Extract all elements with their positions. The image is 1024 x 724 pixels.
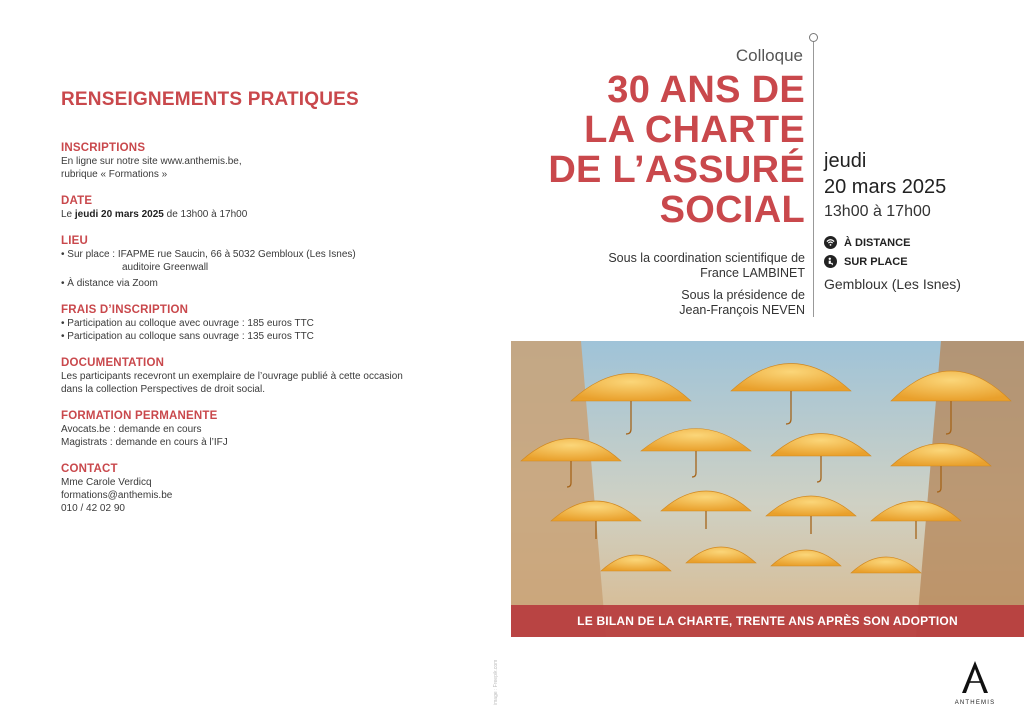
frais-line: • Participation au colloque avec ouvrage : 185 euros TTC: [61, 318, 314, 329]
coordination-label: Sous la coordination scientifique de: [608, 251, 805, 265]
section-contact: [61, 462, 481, 515]
inscriptions-line: En ligne sur notre site www.anthemis.be,: [61, 156, 242, 167]
colloque-label: Colloque: [735, 46, 803, 65]
section-inscriptions: [61, 141, 481, 181]
section-documentation: [61, 356, 481, 396]
mode-onsite-label: SUR PLACE: [844, 255, 908, 268]
inscriptions-heading: INSCRIPTIONS: [61, 142, 146, 154]
contact-heading: CONTACT: [61, 463, 118, 475]
inscriptions-line: rubrique « Formations »: [61, 169, 168, 180]
presidence-name: Jean-François NEVEN: [679, 303, 805, 317]
presidence-label: Sous la présidence de: [681, 288, 805, 302]
formation-heading: FORMATION PERMANENTE: [61, 410, 218, 422]
lieu-remote: • À distance via Zoom: [61, 278, 158, 289]
contact-name: Mme Carole Verdicq: [61, 477, 152, 488]
documentation-heading: DOCUMENTATION: [61, 357, 165, 369]
event-title-line: SOCIAL: [659, 189, 805, 231]
event-day: jeudi: [824, 150, 867, 172]
coordination-name: France LAMBINET: [700, 266, 805, 280]
event-title-line: LA CHARTE: [584, 109, 805, 151]
photo-credit: image : Freepik.com: [493, 659, 499, 705]
divider-line: [813, 42, 814, 317]
date-prefix: Le: [61, 209, 75, 220]
event-title-line: DE L’ASSURÉ: [548, 149, 805, 191]
frais-heading: FRAIS D’INSCRIPTION: [61, 304, 189, 316]
date-bold: jeudi 20 mars 2025: [74, 209, 164, 220]
anthemis-logo-text: ANTHEMIS: [954, 700, 996, 706]
section-formation: [61, 409, 481, 449]
mode-onsite: [824, 255, 908, 268]
wifi-icon: [824, 236, 837, 249]
practical-info-title: RENSEIGNEMENTS PRATIQUES: [61, 89, 359, 110]
contact-phone: 010 / 42 02 90: [61, 503, 125, 514]
event-title-line: 30 ANS DE: [607, 69, 805, 111]
mode-remote: [824, 236, 910, 249]
formation-line: Avocats.be : demande en cours: [61, 424, 202, 435]
date-heading: DATE: [61, 195, 93, 207]
lieu-heading: LIEU: [61, 235, 88, 247]
umbrellas-illustration: [511, 341, 1024, 637]
mode-remote-label: À DISTANCE: [844, 236, 911, 249]
date-suffix: de 13h00 à 17h00: [163, 209, 248, 220]
coordination: [608, 251, 805, 281]
anthemis-logo-icon: [959, 660, 991, 694]
lieu-onsite-room: auditoire Greenwall: [122, 262, 209, 273]
event-date: 20 mars 2025: [824, 176, 947, 198]
photo-caption: LE BILAN DE LA CHARTE, TRENTE ANS APRÈS SON ADOPTION: [511, 605, 1024, 637]
presidence: [679, 288, 805, 318]
contact-email: formations@anthemis.be: [61, 490, 173, 501]
section-lieu: [61, 234, 481, 290]
event-time: 13h00 à 17h00: [824, 203, 931, 220]
lieu-onsite: • Sur place : IFAPME rue Saucin, 66 à 5032 Gembloux (Les Isnes): [61, 249, 356, 260]
documentation-line: dans la collection Perspectives de droit social.: [61, 384, 265, 395]
section-date: [61, 194, 481, 221]
event-title: [548, 70, 805, 230]
practical-info-panel: [61, 90, 481, 528]
event-place: Gembloux (Les Isnes): [824, 276, 961, 292]
frais-line: • Participation au colloque sans ouvrage : 135 euros TTC: [61, 331, 314, 342]
person-icon: [824, 255, 837, 268]
documentation-line: Les participants recevront un exemplaire de l’ouvrage publié à cette occasion: [61, 371, 403, 382]
umbrellas-photo: [511, 341, 1024, 637]
anthemis-logo: [950, 660, 1000, 706]
section-frais: [61, 303, 481, 343]
date-line: [61, 208, 481, 221]
divider-pin: [809, 33, 818, 42]
formation-line: Magistrats : demande en cours à l’IFJ: [61, 437, 228, 448]
